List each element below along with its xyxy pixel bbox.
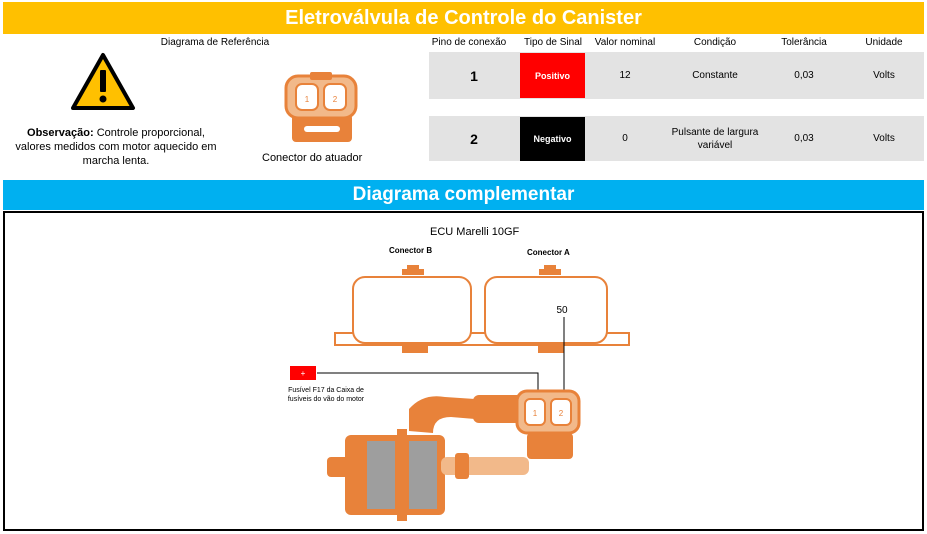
fuse-label: Fusível F17 da Caixa de fusíveis do vão do motor — [287, 387, 365, 403]
header-reference: Diagrama de Referência — [160, 37, 270, 48]
observation-label: Observação: — [27, 127, 94, 139]
header-pin: Pino de conexão — [431, 37, 507, 48]
fuse-symbol: + — [300, 369, 306, 378]
actuator-connector-image — [282, 70, 360, 148]
row2-unit: Volts — [873, 133, 895, 144]
header-nominal: Valor nominal — [594, 37, 656, 48]
observation-note — [10, 126, 222, 168]
header-tolerance: Tolerância — [781, 37, 827, 48]
connector-b-label: Conector B — [389, 246, 433, 255]
header-unit: Unidade — [865, 37, 903, 48]
row1-unit: Volts — [873, 70, 895, 81]
row1-nominal: 12 — [619, 70, 631, 81]
connector-a-label: Conector A — [527, 248, 570, 257]
header-condition: Condição — [693, 37, 737, 48]
row2-nominal: 0 — [622, 133, 628, 144]
connector-caption: Conector do atuador — [262, 152, 363, 164]
complementary-title: Diagrama complementar — [3, 180, 924, 210]
ecu-label: ECU Marelli 10GF — [430, 226, 520, 238]
row2-signal: Negativo — [520, 117, 585, 161]
row2-tolerance: 0,03 — [794, 133, 814, 144]
row2-condition: Pulsante de largura variável — [671, 126, 759, 151]
row1-tolerance: 0,03 — [794, 70, 814, 81]
valve-pin-1: 1 — [532, 409, 538, 418]
warning-icon — [70, 52, 136, 112]
row1-pin: 1 — [470, 67, 478, 84]
actuator-pin-1: 1 — [304, 95, 310, 104]
row1-condition: Constante — [692, 70, 738, 81]
row1-signal: Positivo — [520, 53, 585, 98]
page-title: Eletroválvula de Controle do Canister — [3, 2, 924, 34]
observation-text: Controle proporcional, valores medidos com motor aquecido em marcha lenta. — [15, 127, 217, 167]
actuator-pin-2: 2 — [332, 95, 338, 104]
row2-pin: 2 — [470, 130, 478, 147]
valve-pin-2: 2 — [558, 409, 564, 418]
complementary-diagram — [3, 211, 924, 531]
wiring-diagram — [5, 213, 922, 529]
ecu-pin-label: 50 — [556, 305, 568, 316]
header-signal-type: Tipo de Sinal — [524, 37, 582, 48]
